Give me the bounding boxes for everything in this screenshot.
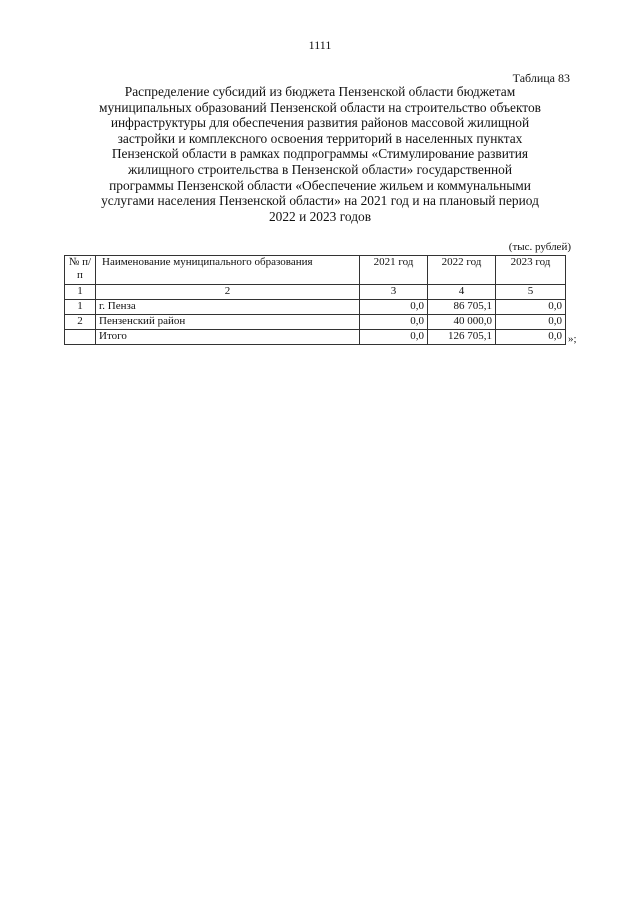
- row-2021: 0,0: [360, 300, 428, 315]
- title-line: 2022 и 2023 годов: [268, 208, 372, 224]
- subsidy-table: [64, 255, 566, 345]
- total-name: Итого: [96, 330, 360, 345]
- total-row: [65, 330, 566, 345]
- row-num: 2: [65, 315, 96, 330]
- title-line: Пензенской области в рамках подпрограммы «Стимулирование развития: [111, 146, 529, 162]
- closing-quote-mark: »;: [568, 333, 577, 345]
- row-2023: 0,0: [496, 315, 566, 330]
- title-line: застройки и комплексного освоения территорий в населенных пунктах: [117, 130, 523, 146]
- total-2022: 126 705,1: [428, 330, 496, 345]
- column-number-row: [65, 285, 566, 300]
- header-name: Наименование муниципального образования: [96, 256, 360, 285]
- row-name: Пензенский район: [96, 315, 360, 330]
- title-line: Распределение субсидий из бюджета Пензенской области бюджетам: [124, 84, 516, 99]
- table-row: [65, 300, 566, 315]
- total-2021: 0,0: [360, 330, 428, 345]
- table-row: [65, 315, 566, 330]
- units-label: (тыс. рублей): [508, 241, 571, 253]
- header-2021: 2021 год: [360, 256, 428, 285]
- total-2023: 0,0: [496, 330, 566, 345]
- row-2021: 0,0: [360, 315, 428, 330]
- document-title: [64, 84, 576, 224]
- header-2022: 2022 год: [428, 256, 496, 285]
- title-line: инфраструктуры для обеспечения развития районов массовой жилищной: [110, 115, 530, 131]
- page-number: 1111: [308, 38, 332, 52]
- title-line: жилищного строительства в Пензенской области» государственной: [127, 161, 513, 177]
- row-2023: 0,0: [496, 300, 566, 315]
- column-number: 1: [65, 285, 96, 300]
- title-line: услугами населения Пензенской области» на 2021 год и на плановый период: [101, 193, 539, 209]
- row-name: г. Пенза: [96, 300, 360, 315]
- header-num: № п/п: [65, 256, 96, 285]
- column-number: 2: [96, 285, 360, 300]
- title-line: муниципальных образований Пензенской области на строительство объектов: [98, 99, 541, 115]
- column-number: 3: [360, 285, 428, 300]
- column-number: 4: [428, 285, 496, 300]
- table-label: Таблица 83: [512, 71, 570, 85]
- row-num: 1: [65, 300, 96, 315]
- column-number: 5: [496, 285, 566, 300]
- header-2023: 2023 год: [496, 256, 566, 285]
- title-line: программы Пензенской области «Обеспечение жильем и коммунальными: [109, 177, 531, 193]
- table-header-row: [65, 256, 566, 285]
- row-2022: 40 000,0: [428, 315, 496, 330]
- total-num: [65, 330, 96, 345]
- row-2022: 86 705,1: [428, 300, 496, 315]
